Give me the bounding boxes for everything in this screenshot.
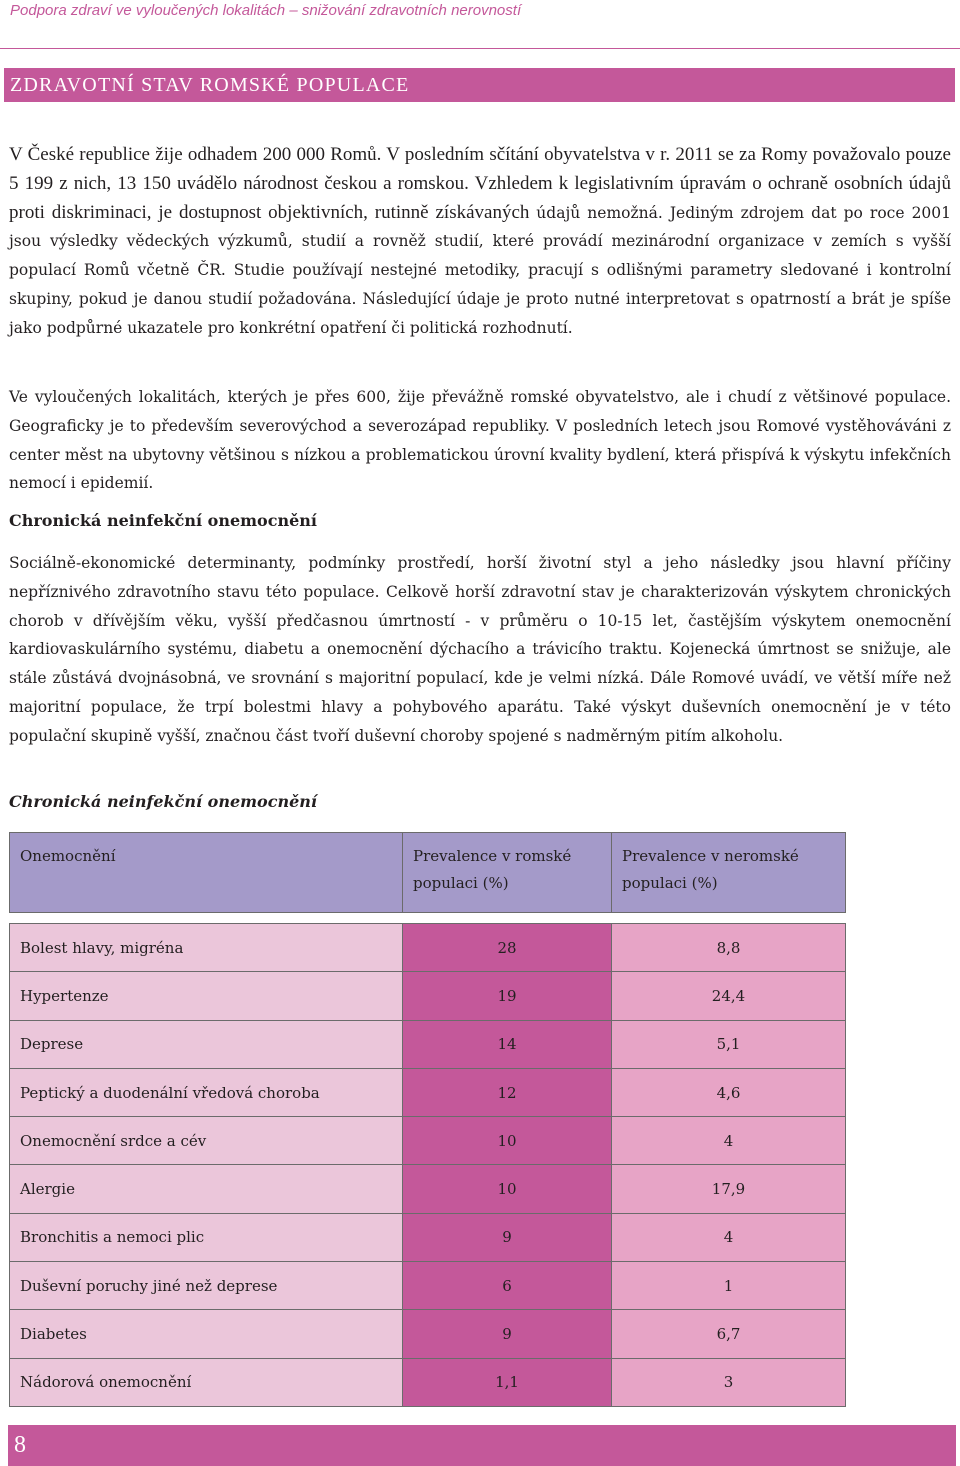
disease-cell: Hypertenze xyxy=(10,972,403,1020)
roma-prevalence-cell: 12 xyxy=(403,1068,612,1116)
intro-paragraph xyxy=(9,141,951,343)
header-disease: Onemocnění xyxy=(10,833,403,913)
roma-prevalence-cell: 10 xyxy=(403,1117,612,1165)
disease-cell: Diabetes xyxy=(10,1310,403,1358)
non-roma-prevalence-cell: 24,4 xyxy=(612,972,846,1020)
disease-cell: Onemocnění srdce a cév xyxy=(10,1117,403,1165)
disease-cell: Deprese xyxy=(10,1020,403,1068)
disease-cell: Bolest hlavy, migréna xyxy=(10,924,403,972)
roma-prevalence-cell: 19 xyxy=(403,972,612,1020)
disease-cell: Peptický a duodenální vředová choroba xyxy=(10,1068,403,1116)
section-title: ZDRAVOTNÍ STAV ROMSKÉ POPULACE xyxy=(4,68,955,102)
roma-prevalence-cell: 6 xyxy=(403,1262,612,1310)
table-row xyxy=(10,1262,846,1310)
header-divider xyxy=(0,48,960,49)
table-caption: Chronická neinfekční onemocnění xyxy=(9,792,317,811)
table-row xyxy=(10,1117,846,1165)
roma-prevalence-cell: 10 xyxy=(403,1165,612,1213)
page-number: 8 xyxy=(14,1432,26,1458)
non-roma-prevalence-cell: 17,9 xyxy=(612,1165,846,1213)
disease-cell: Alergie xyxy=(10,1165,403,1213)
table-row xyxy=(10,924,846,972)
roma-prevalence-cell: 9 xyxy=(403,1310,612,1358)
running-header: Podpora zdraví ve vyloučených lokalitách – snižování zdravotních nerovností xyxy=(10,2,522,19)
non-roma-prevalence-cell: 3 xyxy=(612,1358,846,1406)
roma-prevalence-cell: 14 xyxy=(403,1020,612,1068)
table-spacer xyxy=(10,913,846,924)
table-row xyxy=(10,972,846,1020)
disease-cell: Duševní poruchy jiné než deprese xyxy=(10,1262,403,1310)
intro-paragraph-start: V České republice žije odhadem 200 000 Romů. V posledním sčítání obyvatelstva v r. 2011 se za Romy považovalo pouze 5 199 z nich, 13 150 uvádělo národnost českou a romskou. Vzhledem k legislativním úpravám o ochraně osobních údajů proti diskriminaci, je dostupnost objektivních, rutinně získávaných xyxy=(9,144,951,223)
non-roma-prevalence-cell: 4,6 xyxy=(612,1068,846,1116)
table-header-row xyxy=(10,833,846,913)
table-row xyxy=(10,1165,846,1213)
non-roma-prevalence-cell: 1 xyxy=(612,1262,846,1310)
section-heading: Chronická neinfekční onemocnění xyxy=(9,511,317,530)
chronic-diseases-paragraph: Sociálně-ekonomické determinanty, podmínky prostředí, horší životní styl a jeho následky jsou hlavní příčiny nepříznivého zdravotního stavu této populace. Celkově horší zdravotní stav je charakterizován výskytem chronických chorob v dřívějším věku, vyšší předčasnou úmrtností - v průměru o 10-15 let, častějším výskytem onemocnění kardiovaskulárního systému, diabetu a onemocnění dýchacího a trávicího traktu. Kojenecká úmrtnost se snižuje, ale stále zůstává dvojnásobná, ve srovnání s majoritní populací, kde je velmi nízká. Dále Romové uvádí, ve větší míře než majoritní populace, že trpí bolestmi hlavy a pohybového aparátu. Také výskyt duševních onemocnění je v této populační skupině vyšší, značnou část tvoří duševní choroby spojené s nadměrným pitím alkoholu. xyxy=(9,554,951,745)
roma-prevalence-cell: 1,1 xyxy=(403,1358,612,1406)
prevalence-table xyxy=(9,832,846,1407)
non-roma-prevalence-cell: 8,8 xyxy=(612,924,846,972)
localities-paragraph: Ve vyloučených lokalitách, kterých je přes 600, žije převážně romské obyvatelstvo, ale i chudí z většinové populace. Geograficky je to především severovýchod a severozápad republiky. V posledních letech jsou Romové vystěhováváni z center měst na ubytovny většinou s nízkou a problematickou úrovní kvality bydlení, která přispívá k výskytu infekčních nemocí i epidemií. xyxy=(9,388,951,493)
table-row xyxy=(10,1358,846,1406)
table-row xyxy=(10,1068,846,1116)
disease-cell: Nádorová onemocnění xyxy=(10,1358,403,1406)
table-row xyxy=(10,1213,846,1261)
roma-prevalence-cell: 28 xyxy=(403,924,612,972)
header-roma-prevalence: Prevalence v romské populaci (%) xyxy=(403,833,612,913)
non-roma-prevalence-cell: 4 xyxy=(612,1117,846,1165)
non-roma-prevalence-cell: 6,7 xyxy=(612,1310,846,1358)
roma-prevalence-cell: 9 xyxy=(403,1213,612,1261)
intro-paragraph-rest: údajů nemožná. Jediným zdrojem dat po roce 2001 jsou výsledky vědeckých výzkumů, studií a rovněž studií, které provádí mezinárodní organizace v zemích s vyšší populací Romů včetně ČR. Studie používají nestejné metodiky, pracují s odlišnými parametry sledované i kontrolní skupiny, pokud je danou studií požadována. Následující údaje je proto nutné interpretovat s opatrností a brát je spíše jako podpůrné ukazatele pro konkrétní opatření či politická rozhodnutí. xyxy=(9,203,952,337)
non-roma-prevalence-cell: 5,1 xyxy=(612,1020,846,1068)
header-non-roma-prevalence: Prevalence v neromské populaci (%) xyxy=(612,833,846,913)
disease-cell: Bronchitis a nemoci plic xyxy=(10,1213,403,1261)
table-row xyxy=(10,1310,846,1358)
non-roma-prevalence-cell: 4 xyxy=(612,1213,846,1261)
footer-band xyxy=(8,1425,956,1466)
table-row xyxy=(10,1020,846,1068)
